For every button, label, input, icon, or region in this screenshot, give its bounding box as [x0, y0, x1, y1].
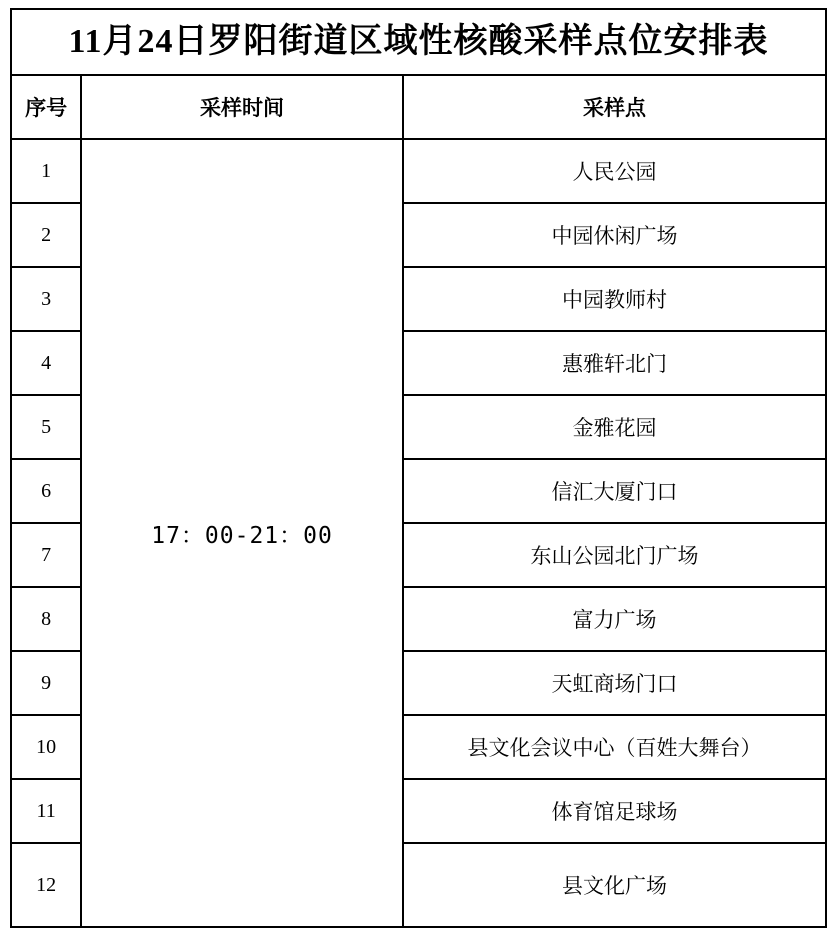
row-index: 1 [11, 139, 81, 203]
table-header-row [11, 75, 826, 139]
row-site: 县文化会议中心（百姓大舞台） [403, 715, 826, 779]
row-index: 9 [11, 651, 81, 715]
sampling-time-merged-cell: 17：00-21：00 [81, 139, 403, 927]
row-site: 信汇大厦门口 [403, 459, 826, 523]
sampling-schedule-table [10, 8, 827, 928]
row-index: 8 [11, 587, 81, 651]
row-index: 3 [11, 267, 81, 331]
row-index: 6 [11, 459, 81, 523]
page-title: 11月24日罗阳街道区域性核酸采样点位安排表 [11, 9, 826, 75]
row-site: 人民公园 [403, 139, 826, 203]
row-index: 2 [11, 203, 81, 267]
row-index: 4 [11, 331, 81, 395]
column-header-time: 采样时间 [81, 75, 403, 139]
row-site: 中园休闲广场 [403, 203, 826, 267]
row-index: 11 [11, 779, 81, 843]
row-site: 中园教师村 [403, 267, 826, 331]
row-site: 富力广场 [403, 587, 826, 651]
row-index: 12 [11, 843, 81, 927]
table-title-row [11, 9, 826, 75]
row-site: 县文化广场 [403, 843, 826, 927]
row-index: 5 [11, 395, 81, 459]
column-header-index: 序号 [11, 75, 81, 139]
row-index: 7 [11, 523, 81, 587]
table-row [11, 139, 826, 203]
row-site: 东山公园北门广场 [403, 523, 826, 587]
row-site: 惠雅轩北门 [403, 331, 826, 395]
row-site: 天虹商场门口 [403, 651, 826, 715]
column-header-site: 采样点 [403, 75, 826, 139]
row-site: 体育馆足球场 [403, 779, 826, 843]
row-index: 10 [11, 715, 81, 779]
row-site: 金雅花园 [403, 395, 826, 459]
